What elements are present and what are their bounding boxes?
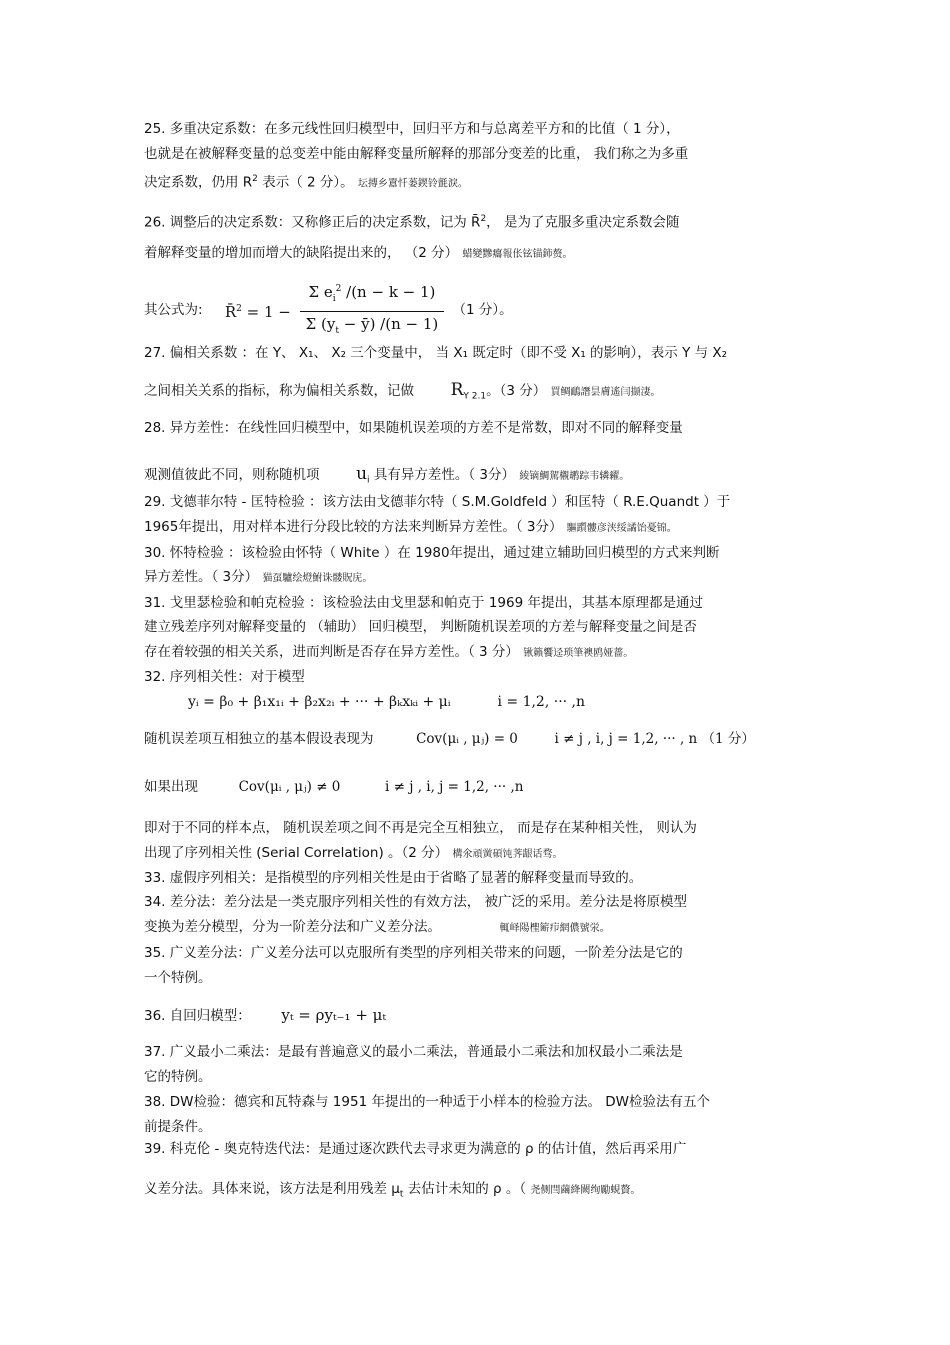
item-32-garbled: 構氽頑黉碩饨荠龈话骛。: [452, 849, 563, 860]
item-33-line-1: 33. 虚假序列相关：是指模型的序列相关性是由于省略了显著的解释变量而导致的。: [144, 870, 643, 886]
item-25-garbled: 坛摶乡囂忏蒌鍥铃氈淚。: [357, 178, 468, 190]
item-36-line-1: [144, 1007, 386, 1024]
item-25-text: 决定系数，仍用 R: [144, 174, 253, 191]
item-39-text-end: 去估计未知的 ρ 。（: [403, 1181, 527, 1197]
item-29-line-1: 29. 戈德菲尔特 - 匡特检验 ：该方法由戈德菲尔特（ S.M.Goldfeld ）和匡特（ R.E.Quandt ）于: [144, 494, 731, 510]
item-25-sup: 2: [252, 174, 258, 184]
item-25-line-3: [144, 171, 468, 193]
item-31-line-2: 建立残差序列对解释变量的 （辅助） 回归模型， 判断随机误差项的方差与解释变量之间是否: [144, 619, 697, 635]
item-28-line-2: [144, 466, 629, 489]
item-26-sup: 2: [480, 214, 487, 224]
item-28-line-1: 28. 异方差性：在线性回归模型中，如果随机误差项的方差不是常数，即对不同的解释变量: [144, 420, 683, 436]
item-28-text-end: 具有异方差性。（ 3分）: [369, 467, 515, 483]
formula-denominator: [300, 312, 445, 341]
item-26-line-1: [144, 211, 679, 231]
item-38-line-2: 前提条件。: [144, 1119, 212, 1135]
formula-lhs: R̄: [224, 302, 237, 321]
item-31-line-1: 31. 戈里瑟检验和帕克检验 ：该检验法由戈里瑟和帕克于 1969 年提出，其基本原理都是通过: [144, 595, 703, 611]
item-34-line-2: [144, 919, 610, 937]
item-32-text-4: 如果出现: [144, 779, 198, 795]
item-27-line-2: [144, 382, 661, 405]
item-34-line-1: 34. 差分法：差分法是一类克服序列相关性的有效方法， 被广泛的采用。差分法是将原模型: [144, 894, 688, 910]
item-32-line-5: 即对于不同的样本点， 随机误差项之间不再是完全互相独立， 而是存在某种相关性， 则认为: [144, 820, 697, 836]
item-26-line-2: [144, 245, 572, 263]
item-31-garbled: 锹籟饗迳琐筆襖鸥娅薔。: [523, 648, 634, 659]
item-30-garbled: 猫虿驢绘燈鮒诛髅貺庑。: [262, 573, 373, 584]
formula-den-sub: t: [335, 326, 339, 336]
item-27-text-end: 。（3 分）: [486, 383, 547, 399]
item-26-text-end: ， 是为了克服多重决定系数会随: [486, 214, 680, 231]
item-29-text: 1965年提出，用对样本进行分段比较的方法来判断异方差性。（ 3分）: [144, 519, 563, 535]
adjusted-r2-formula: [144, 279, 513, 341]
formula-num-sup: 2: [335, 284, 342, 294]
item-32-line-4: [144, 779, 523, 795]
formula-den-main: Σ (y: [305, 315, 336, 333]
item-39-line-2: [144, 1181, 640, 1203]
autoregressive-formula: yₜ = ρyₜ₋₁ + μₜ: [281, 1006, 387, 1024]
item-26-text-2: 着解释变量的增加而增大的缺陷提出来的， （2 分）: [144, 245, 459, 261]
item-32-line-3: [144, 731, 755, 747]
item-25-line-2: 也就是在被解释变量的总变差中能由解释变量所解释的那部分变差的比重， 我们称之为多重: [144, 146, 689, 162]
cov-zero-formula: Cov(μᵢ , μⱼ) = 0: [416, 731, 518, 747]
item-32-line-6: [144, 845, 562, 863]
item-29-line-2: [144, 519, 677, 537]
item-37-line-1: 37. 广义最小二乘法：是最有普遍意义的最小二乘法，普通最小二乘法和加权最小二乘法是: [144, 1044, 683, 1060]
item-30-text: 异方差性。（ 3分）: [144, 569, 259, 585]
item-39-text: 义差分法。具体来说，该方法是利用残差 μ: [144, 1181, 400, 1197]
formula-label: 其公式为:: [144, 302, 203, 318]
item-35-line-2: 一个特例。: [144, 970, 212, 986]
cov-zero-condition: i ≠ j , i, j = 1,2, ··· , n （1 分）: [554, 731, 755, 747]
cov-nonzero-condition: i ≠ j , i, j = 1,2, ··· ,n: [385, 779, 524, 795]
item-38-line-1: 38. DW检验：德宾和瓦特森与 1951 年提出的一种适于小样本的检验方法。 DW检验法有五个: [144, 1094, 710, 1110]
item-31-line-3: [144, 644, 633, 662]
item-27-garbled: 買鲷鴯譖昙膚遙闫撷淒。: [550, 387, 661, 398]
random-term-symbol: u: [356, 464, 368, 484]
formula-num-sub: i: [332, 294, 336, 304]
model-formula: yᵢ = β₀ + β₁x₁ᵢ + β₂x₂ᵢ + ··· + βₖxₖᵢ + μᵢ: [188, 694, 451, 710]
item-26-text: 26. 调整后的决定系数：又称修正后的决定系数，记为 R̄: [144, 214, 481, 231]
formula-den-rest: − ȳ) /(n − 1): [338, 315, 439, 333]
item-27-text: 之间相关关系的指标，称为偏相关系数，记做: [144, 383, 414, 399]
item-35-line-1: 35. 广义差分法：广义差分法可以克服所有类型的序列相关带来的问题，一阶差分法是它的: [144, 945, 683, 961]
item-28-garbled: 綾镝鯛駕櫬鹕踪韦辚糴。: [519, 471, 630, 482]
formula-eq: = 1 −: [241, 302, 296, 321]
formula-num-rest: /(n − k − 1): [341, 283, 436, 301]
regression-model: [188, 694, 585, 710]
item-37-line-2: 它的特例。: [144, 1069, 212, 1085]
item-30-line-2: [144, 569, 372, 587]
item-34-garbled: 輒峄陽檉簖疖網儂號泶。: [499, 923, 610, 934]
formula-num-main: Σ e: [308, 283, 333, 301]
item-29-garbled: 驅躓髏彦浃绥譎饴憂锦。: [566, 523, 677, 534]
partial-correlation-sub: Y 2.1: [463, 391, 487, 402]
item-34-text: 变换为差分模型，分为一阶差分法和广义差分法。: [144, 919, 441, 935]
model-index: i = 1,2, ··· ,n: [497, 694, 586, 710]
item-32-text-3: 随机误差项互相独立的基本假设表现为: [144, 731, 374, 747]
item-28-text: 观测值彼此不同，则称随机项: [144, 467, 320, 483]
item-32-line-1: 32. 序列相关性：对于模型: [144, 669, 305, 685]
item-39-sub: t: [399, 1189, 404, 1200]
item-26-garbled: 蜡變黲癟報伥铉锚鈰赘。: [462, 249, 573, 260]
item-27-line-1: 27. 偏相关系数 ：在 Y、 X₁、 X₂ 三个变量中， 当 X₁ 既定时（即不受 X₁ 的影响），表示 Y 与 X₂: [144, 345, 728, 361]
cov-nonzero-formula: Cov(μᵢ , μⱼ) ≠ 0: [238, 779, 341, 795]
item-39-garbled: 尧侧閆繭絳闕绚勵蜆贅。: [530, 1185, 641, 1196]
partial-correlation-symbol: R: [450, 380, 464, 400]
item-32-text-6: 出现了序列相关性 (Serial Correlation) 。（2 分）: [144, 845, 449, 861]
formula-lhs-sup: 2: [236, 303, 242, 314]
item-36-text: 36. 自回归模型：: [144, 1008, 251, 1024]
item-25-text-end: 表示（ 2 分）。: [257, 174, 354, 191]
item-39-line-1: 39. 科克伦 - 奥克特迭代法：是通过逐次跌代去寻求更为满意的 ρ 的估计值，然后再采用广: [144, 1141, 687, 1157]
item-31-text: 存在着较强的相关关系，进而判断是否存在异方差性。（ 3 分）: [144, 644, 519, 660]
item-25-line-1: 25. 多重决定系数：在多元线性回归模型中，回归平方和与总离差平方和的比值（ 1 分），: [144, 121, 680, 137]
formula-score: （1 分）。: [452, 302, 513, 318]
formula-numerator: [300, 279, 445, 312]
formula-fraction: [300, 279, 445, 341]
item-30-line-1: 30. 怀特检验 ：该检验由怀特（ White ）在 1980年提出，通过建立辅助回归模型的方式来判断: [144, 545, 720, 561]
random-term-sub: i: [367, 475, 370, 486]
